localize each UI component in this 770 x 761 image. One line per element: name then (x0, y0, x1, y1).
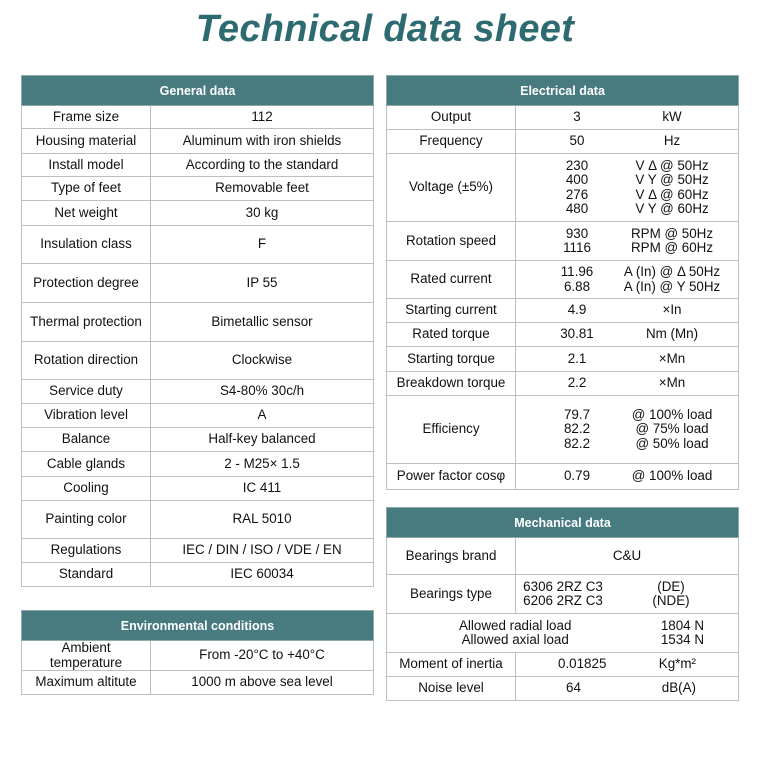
row-label: Power factor cosφ (387, 464, 516, 490)
unit-text: RPM @ 50Hz (630, 225, 714, 241)
unit-text: ×Mn (658, 350, 686, 366)
row-label: Efficiency (387, 396, 516, 464)
row-value: 112 (151, 106, 374, 129)
unit-text: V Δ @ 50Hz (635, 157, 709, 173)
value-text: 480 (565, 201, 589, 216)
bearing-de-model: 6306 2RZ C3 (523, 578, 603, 594)
value-text: 930 (565, 225, 589, 241)
loads-cell (387, 614, 739, 653)
mechanical-data-header: Mechanical data (387, 508, 739, 538)
table-row (387, 323, 739, 347)
row-label: Output (387, 106, 516, 130)
value-text: 276 (565, 186, 589, 202)
row-label: Service duty (22, 380, 151, 404)
table-row (22, 226, 374, 264)
row-value: IC 411 (151, 477, 374, 501)
unit-text: ×Mn (658, 375, 686, 391)
radial-load-label: Allowed radial load (459, 617, 572, 633)
table-row (22, 404, 374, 428)
row-label: Bearings brand (387, 538, 516, 575)
value-text: 82.2 (563, 435, 591, 451)
row-label: Insulation class (22, 226, 151, 264)
table-row (22, 428, 374, 452)
table-row (387, 653, 739, 677)
row-value: 2 - M25× 1.5 (151, 452, 374, 477)
row-label: Rotation direction (22, 342, 151, 380)
table-row (387, 677, 739, 701)
table-row (387, 106, 739, 130)
table-row (387, 299, 739, 323)
table-row (387, 538, 739, 575)
table-row (22, 303, 374, 342)
value-text: 79.7 (563, 406, 591, 422)
table-row (387, 464, 739, 490)
row-label: Moment of inertia (387, 653, 516, 677)
table-row (22, 264, 374, 303)
row-value: S4-80% 30c/h (151, 380, 374, 404)
value-text: 400 (565, 172, 589, 187)
row-label: Regulations (22, 539, 151, 563)
row-label: Housing material (22, 129, 151, 154)
table-row (22, 671, 374, 695)
unit-text: A (In) @ Δ 50Hz (623, 264, 721, 279)
row-value (516, 323, 739, 347)
row-value: From -20°C to +40°C (151, 641, 374, 671)
row-label: Protection degree (22, 264, 151, 303)
table-row (22, 106, 374, 129)
inertia-unit: Kg*m² (658, 656, 697, 672)
row-value: Bimetallic sensor (151, 303, 374, 342)
row-value: C&U (516, 538, 739, 575)
row-label: Starting current (387, 299, 516, 323)
table-row (387, 347, 739, 372)
row-label: Voltage (±5%) (387, 154, 516, 222)
row-value (516, 261, 739, 299)
value-text: 230 (565, 157, 589, 173)
row-label: Install model (22, 154, 151, 177)
table-row (22, 539, 374, 563)
row-value (516, 396, 739, 464)
row-label: Balance (22, 428, 151, 452)
row-label: Net weight (22, 201, 151, 226)
row-value: IEC / DIN / ISO / VDE / EN (151, 539, 374, 563)
row-label: Rated torque (387, 323, 516, 347)
row-label: Breakdown torque (387, 372, 516, 396)
unit-text: kW (662, 109, 682, 125)
table-row (387, 575, 739, 614)
table-row (22, 177, 374, 201)
row-value: Half-key balanced (151, 428, 374, 452)
unit-text: @ 100% load (631, 406, 713, 422)
row-value: RAL 5010 (151, 501, 374, 539)
row-value (516, 154, 739, 222)
electrical-data-header: Electrical data (387, 76, 739, 106)
row-value: Removable feet (151, 177, 374, 201)
row-label: Rotation speed (387, 222, 516, 261)
table-row (387, 372, 739, 396)
table-row (387, 154, 739, 222)
table-row (22, 501, 374, 539)
table-row (387, 261, 739, 299)
environmental-conditions-header: Environmental conditions (22, 611, 374, 641)
value-text: 3 (573, 109, 581, 125)
row-value (516, 106, 739, 130)
table-row (22, 342, 374, 380)
row-value: Aluminum with iron shields (151, 129, 374, 154)
row-label: Type of feet (22, 177, 151, 201)
value-text: 30.81 (560, 326, 594, 342)
row-value: IP 55 (151, 264, 374, 303)
row-value: A (151, 404, 374, 428)
table-row (22, 563, 374, 587)
row-value (516, 677, 739, 701)
axial-load-value: 1534 N (660, 632, 705, 647)
table-row (387, 396, 739, 464)
table-row (387, 614, 739, 653)
row-label: Noise level (387, 677, 516, 701)
row-label: Rated current (387, 261, 516, 299)
bearing-nde-model: 6206 2RZ C3 (523, 593, 603, 608)
value-text: 50 (569, 133, 585, 149)
unit-text: RPM @ 60Hz (630, 240, 714, 255)
row-value (516, 653, 739, 677)
row-label: Cable glands (22, 452, 151, 477)
row-value (516, 575, 739, 614)
value-text: 11.96 (560, 264, 594, 279)
unit-text: ×In (662, 302, 682, 318)
row-value: Clockwise (151, 342, 374, 380)
table-row (387, 130, 739, 154)
value-text: 4.9 (567, 302, 587, 318)
value-text: 0.79 (563, 468, 591, 484)
value-text: 2.1 (567, 350, 587, 366)
page-title: Technical data sheet (195, 8, 575, 50)
row-label: Starting torque (387, 347, 516, 372)
table-row (22, 201, 374, 226)
axial-load-label: Allowed axial load (461, 632, 569, 647)
row-label: Frame size (22, 106, 151, 129)
row-label: Maximum altitute (22, 671, 151, 695)
row-value: 30 kg (151, 201, 374, 226)
mechanical-data-table (386, 507, 739, 701)
noise-value: 64 (566, 680, 581, 696)
table-row (22, 641, 374, 671)
row-label: Bearings type (387, 575, 516, 614)
general-data-table (21, 75, 374, 587)
unit-text: @ 75% load (635, 421, 709, 437)
value-text: 1116 (563, 240, 591, 255)
unit-text: V Δ @ 60Hz (635, 186, 709, 202)
row-label: Frequency (387, 130, 516, 154)
table-row (22, 129, 374, 154)
environmental-conditions-table (21, 610, 374, 695)
bearing-de-tag: (DE) (657, 578, 685, 594)
value-text: 2.2 (567, 375, 587, 391)
row-value: F (151, 226, 374, 264)
unit-text: @ 100% load (631, 468, 713, 484)
value-text: 82.2 (563, 421, 591, 437)
row-label: Painting color (22, 501, 151, 539)
row-label: Ambient temperature (22, 641, 151, 671)
unit-text: V Y @ 60Hz (635, 201, 709, 216)
value-text: 6.88 (563, 278, 591, 294)
table-row (387, 222, 739, 261)
row-value (516, 347, 739, 372)
row-label: Cooling (22, 477, 151, 501)
row-value (516, 372, 739, 396)
row-value: IEC 60034 (151, 563, 374, 587)
table-row (22, 452, 374, 477)
table-row (22, 477, 374, 501)
bearing-nde-tag: (NDE) (652, 593, 690, 608)
inertia-value: 0.01825 (558, 656, 607, 672)
row-value: 1000 m above sea level (151, 671, 374, 695)
electrical-data-table (386, 75, 739, 490)
unit-text: Nm (Mn) (645, 326, 699, 342)
unit-text: @ 50% load (635, 435, 709, 451)
row-value (516, 222, 739, 261)
unit-text: V Y @ 50Hz (635, 172, 709, 187)
table-row (22, 380, 374, 404)
unit-text: A (In) @ Y 50Hz (623, 278, 721, 294)
row-label: Thermal protection (22, 303, 151, 342)
noise-unit: dB(A) (661, 680, 697, 696)
unit-text: Hz (663, 133, 681, 149)
table-row (22, 154, 374, 177)
row-value (516, 464, 739, 490)
row-value (516, 299, 739, 323)
general-data-header: General data (22, 76, 374, 106)
row-value: According to the standard (151, 154, 374, 177)
row-label: Standard (22, 563, 151, 587)
row-value (516, 130, 739, 154)
row-label: Vibration level (22, 404, 151, 428)
radial-load-value: 1804 N (660, 617, 705, 633)
